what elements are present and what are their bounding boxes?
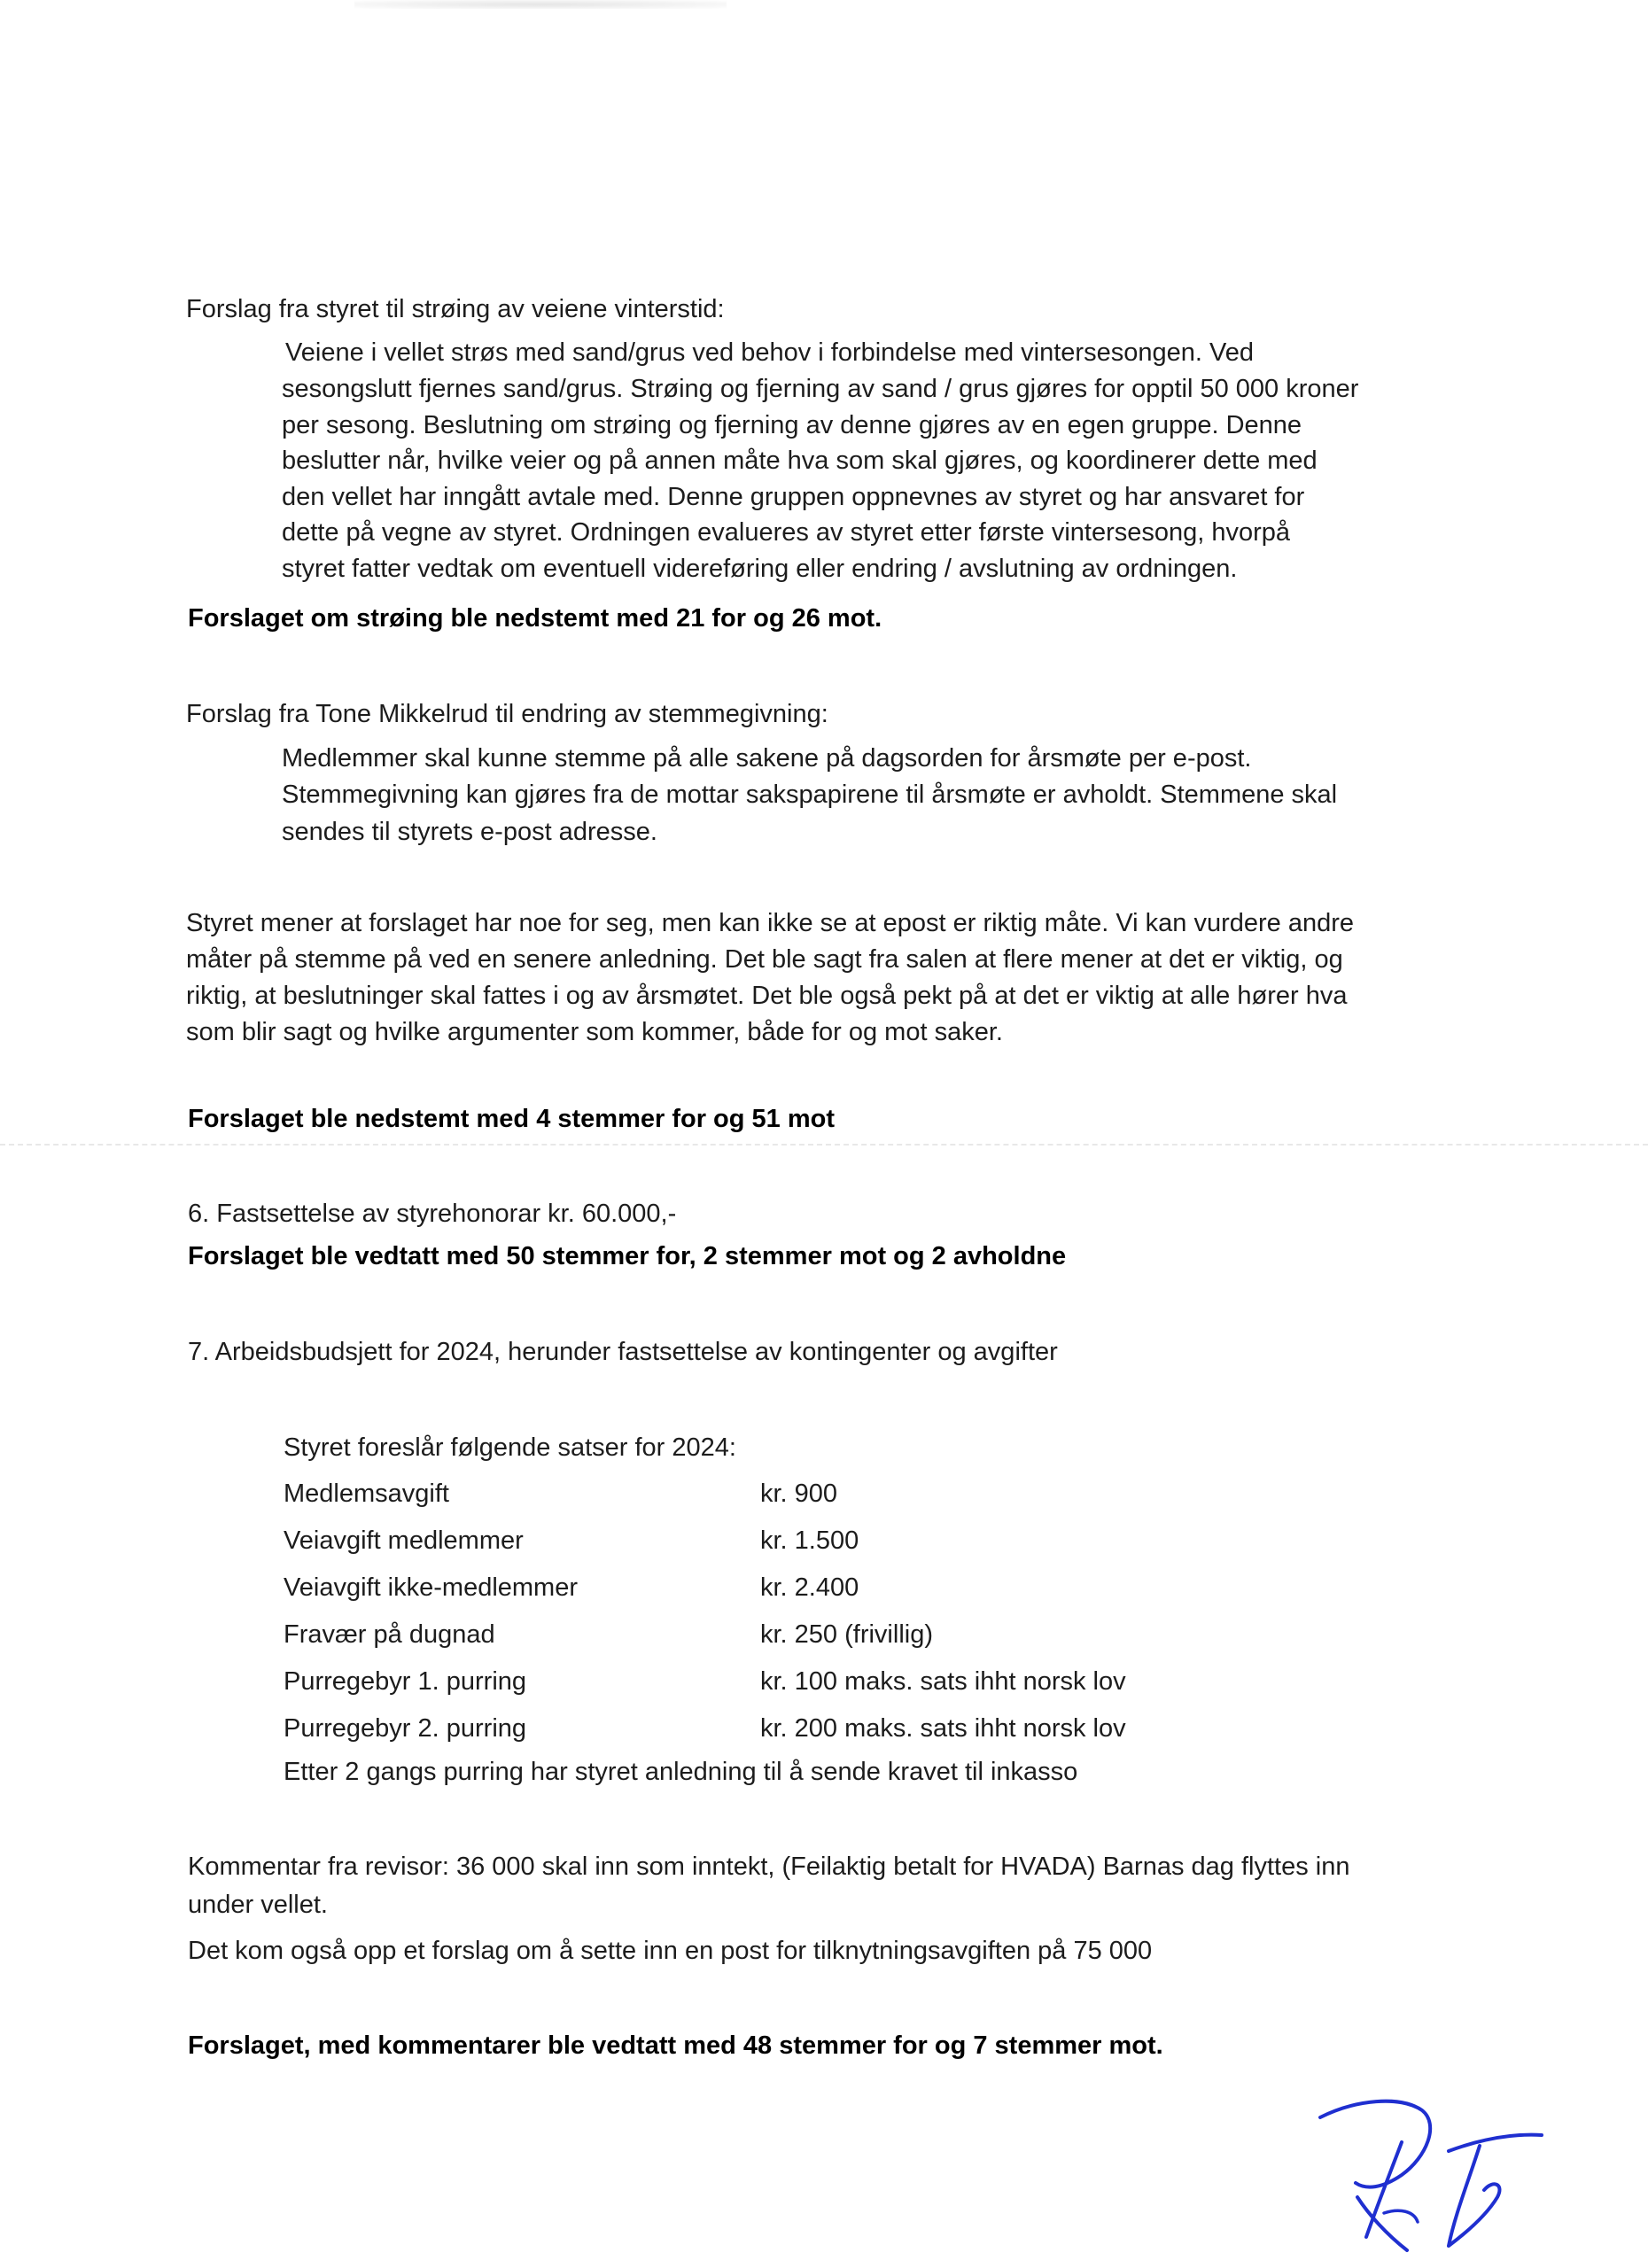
paper-fold-line: [0, 1144, 1648, 1146]
rate-row: [284, 1658, 1347, 1705]
rate-value: kr. 2.400: [760, 1573, 859, 1602]
rate-label: Veiavgift ikke-medlemmer: [284, 1573, 578, 1602]
rates-intro: Styret foreslår følgende satser for 2024:: [284, 1433, 736, 1462]
rate-value: kr. 250 (frivillig): [760, 1620, 933, 1649]
auditor-comment-line: Kommentar fra revisor: 36 000 skal inn som inntekt, (Feilaktig betalt for HVADA) Barnas dag flyttes inn: [188, 1852, 1350, 1881]
rate-value: kr. 1.500: [760, 1526, 859, 1555]
paragraph-line: per sesong. Beslutning om strøing og fjerning av denne gjøres av en egen gruppe. Denne: [282, 411, 1302, 439]
section-heading-stroing: Forslag fra styret til strøing av veiene vinterstid:: [186, 295, 725, 323]
board-comment-line: riktig, at beslutninger skal fattes i og av årsmøtet. Det ble også pekt på at det er viktig at alle hører hva: [186, 982, 1348, 1010]
paragraph-line: sesongslutt fjernes sand/grus. Strøing og fjerning av sand / grus gjøres for opptil 50 000 kroner: [282, 375, 1359, 403]
connection-fee-proposal: Det kom også opp et forslag om å sette inn en post for tilknytningsavgiften på 75 000: [188, 1937, 1153, 1965]
rate-value: kr. 900: [760, 1480, 838, 1508]
agenda-item-7-heading: 7. Arbeidsbudsjett for 2024, herunder fastsettelse av kontingenter og avgifter: [188, 1338, 1058, 1366]
vote-result-styrehonorar: Forslaget ble vedtatt med 50 stemmer for, 2 stemmer mot og 2 avholdne: [188, 1242, 1067, 1270]
rate-row: [284, 1612, 1347, 1658]
rate-label: Purregebyr 2. purring: [284, 1714, 527, 1743]
rate-value: kr. 200 maks. sats ihht norsk lov: [760, 1714, 1126, 1743]
board-comment-line: Styret mener at forslaget har noe for seg, men kan ikke se at epost er riktig måte. Vi kan vurdere andre: [186, 909, 1355, 937]
rate-label: Medlemsavgift: [284, 1480, 449, 1508]
paragraph-line: Medlemmer skal kunne stemme på alle sakene på dagsorden for årsmøte per e-post.: [282, 744, 1252, 773]
scan-shadow: [354, 0, 727, 9]
paragraph-line: den vellet har inngått avtale med. Denne gruppen oppnevnes av styret og har ansvaret for: [282, 483, 1305, 511]
paragraph-line: Stemmegivning kan gjøres fra de mottar sakspapirene til årsmøte er avholdt. Stemmene skal: [282, 781, 1338, 809]
auditor-comment-line: under vellet.: [188, 1891, 328, 1919]
rate-label: Purregebyr 1. purring: [284, 1667, 527, 1696]
vote-result-budsjett: Forslaget, med kommentarer ble vedtatt med 48 stemmer for og 7 stemmer mot.: [188, 2031, 1163, 2060]
handwritten-signature-icon: [1302, 2091, 1568, 2268]
rate-row: [284, 1518, 1347, 1564]
rate-label: Fravær på dugnad: [284, 1620, 495, 1649]
vote-result-stroing: Forslaget om strøing ble nedstemt med 21 for og 26 mot.: [188, 604, 882, 633]
paragraph-line: styret fatter vedtak om eventuell videreføring eller endring / avslutning av ordningen.: [282, 555, 1238, 583]
agenda-item-6-heading: 6. Fastsettelse av styrehonorar kr. 60.000,-: [188, 1200, 677, 1228]
rate-label: Veiavgift medlemmer: [284, 1526, 524, 1555]
rate-row: [284, 1471, 1347, 1517]
rate-row: [284, 1565, 1347, 1611]
paragraph-line: beslutter når, hvilke veier og på annen måte hva som skal gjøres, og koordinerer dette med: [282, 447, 1318, 475]
rates-note: Etter 2 gangs purring har styret anledning til å sende kravet til inkasso: [284, 1758, 1078, 1786]
rate-row: [284, 1705, 1347, 1751]
paragraph-line: dette på vegne av styret. Ordningen evalueres av styret etter første vintersesong, hvorpå: [282, 518, 1291, 547]
board-comment-line: som blir sagt og hvilke argumenter som kommer, både for og mot saker.: [186, 1018, 1003, 1046]
rate-value: kr. 100 maks. sats ihht norsk lov: [760, 1667, 1126, 1696]
paragraph-line: sendes til styrets e-post adresse.: [282, 818, 657, 846]
board-comment-line: måter på stemme på ved en senere anledning. Det ble sagt fra salen at flere mener at det er viktig, og: [186, 945, 1343, 974]
section-heading-stemmegivning: Forslag fra Tone Mikkelrud til endring av stemmegivning:: [186, 700, 828, 728]
paragraph-line: Veiene i vellet strøs med sand/grus ved behov i forbindelse med vintersesongen. Ved: [285, 338, 1254, 367]
vote-result-stemmegivning: Forslaget ble nedstemt med 4 stemmer for og 51 mot: [188, 1105, 836, 1133]
